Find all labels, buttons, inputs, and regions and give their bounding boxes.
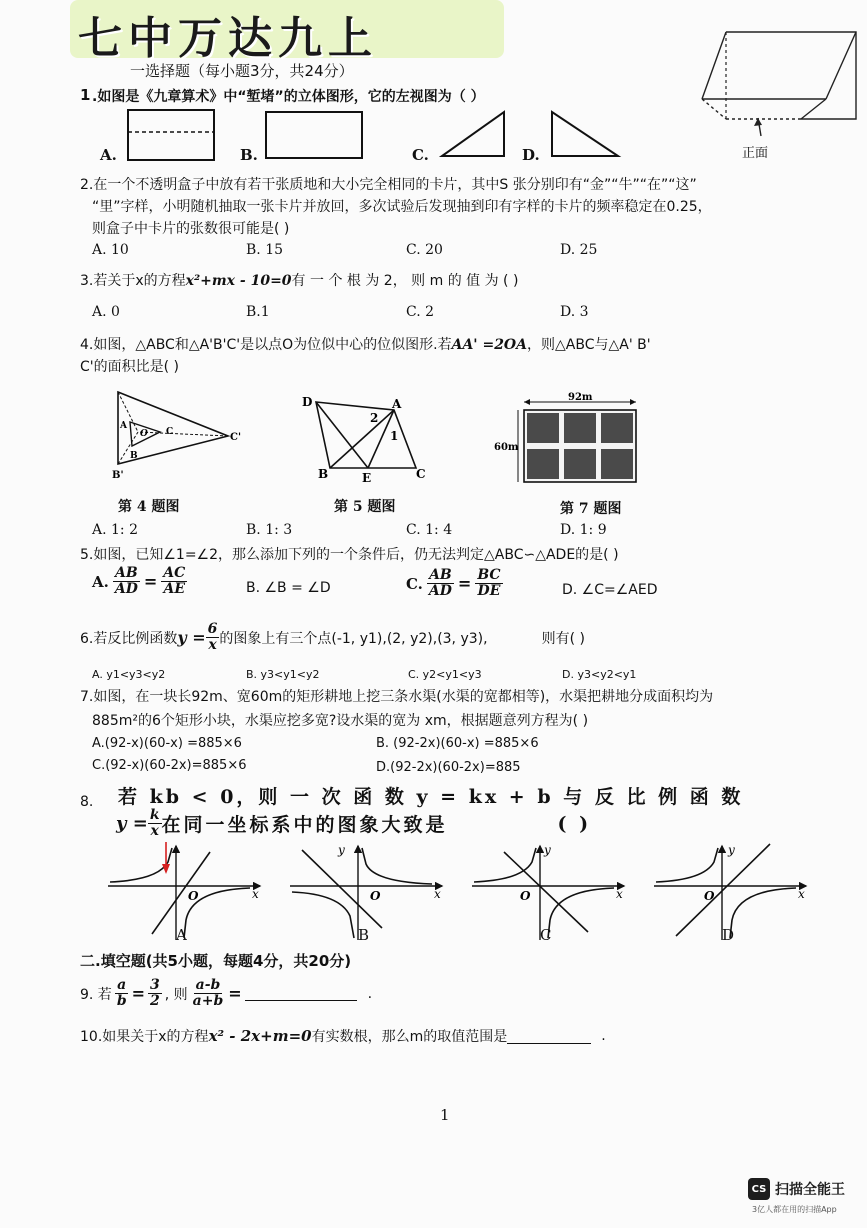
fig4-label-b: B bbox=[130, 451, 138, 461]
svg-text:x: x bbox=[798, 887, 805, 901]
q9-answer-blank[interactable] bbox=[245, 986, 357, 1001]
fig7-height-label: 60m bbox=[494, 442, 519, 453]
figure-7-caption: 第 7 题图 bbox=[560, 501, 622, 517]
svg-text:x: x bbox=[434, 887, 441, 901]
fig4-label-c: C bbox=[166, 427, 174, 437]
figure-5 bbox=[296, 388, 446, 488]
q7-option-c: C.(92-x)(60-2x)=885×6 bbox=[92, 758, 247, 773]
q3-equation: x²+mx - 10=0 bbox=[185, 273, 292, 289]
q5-option-b: B. ∠B = ∠D bbox=[246, 580, 331, 596]
fig4-label-a: A bbox=[120, 421, 127, 431]
q8-line-2: y = $\frac{k}{x}$ 在同一坐标系中的图象大致是 ( ) bbox=[116, 807, 592, 839]
q1-stem: .如图是《九章算术》中“堑堵”的立体图形，它的左视图为（ ） bbox=[92, 89, 485, 105]
q2-line-2: “里”字样，小明随机抽取一张卡片并放回，多次试验后发现抽到印有字样的卡片的频率稳定在0.25， bbox=[92, 199, 712, 215]
q1-option-a: A. bbox=[100, 146, 117, 164]
fig5-label-1: 1 bbox=[390, 429, 399, 443]
fig5-label-e: E bbox=[362, 471, 372, 485]
section-2-header: 二.填空题(共5小题，每题4分，共20分) bbox=[80, 952, 352, 970]
fig5-label-b: B bbox=[318, 467, 329, 481]
q2-option-a: A. 10 bbox=[92, 242, 129, 258]
fig7-width-label: 92m bbox=[568, 392, 593, 403]
svg-text:O: O bbox=[704, 889, 715, 903]
q2-option-b: B. 15 bbox=[246, 242, 284, 258]
q7-line-1: 7.如图，在一块长92m、宽60m的矩形耕地上挖三条水渠(水渠的宽都相等)，水渠把耕地分成面积均为 bbox=[80, 689, 714, 705]
q8-option-c: C bbox=[540, 926, 552, 944]
svg-text:x: x bbox=[252, 887, 259, 901]
q2-line-3: 则盒子中卡片的张数很可能是( ) bbox=[92, 221, 290, 237]
q5-option-c: C. $\frac{AB}{AD}$ = $\frac{BC}{DE}$ bbox=[406, 567, 501, 599]
q2-line-1: 2.在一个不透明盒子中放有若干张质地和大小完全相同的卡片，其中S 张分别印有“金”“牛”“在”“这” bbox=[80, 177, 697, 193]
scanner-watermark bbox=[748, 1178, 845, 1200]
q5-option-a: A. $\frac{AB}{AD}$ = $\frac{AC}{AE}$ bbox=[92, 565, 186, 597]
q6-option-c: C. y2<y1<y3 bbox=[408, 668, 482, 681]
fig4-label-c-prime: C' bbox=[230, 432, 242, 443]
q3-option-c: C. 2 bbox=[406, 304, 435, 320]
front-label: 正面 bbox=[742, 146, 769, 161]
fig5-label-a: A bbox=[392, 397, 402, 411]
fig5-label-d: D bbox=[302, 395, 313, 409]
svg-text:O: O bbox=[188, 889, 199, 903]
q8-option-d: D bbox=[722, 926, 735, 944]
fig4-label-b-prime: B' bbox=[112, 470, 124, 481]
q6-option-b: B. y3<y1<y2 bbox=[246, 668, 320, 681]
q4-option-c: C. 1: 4 bbox=[406, 522, 453, 538]
fig5-label-2: 2 bbox=[370, 411, 379, 425]
camscanner-logo-icon: CS bbox=[748, 1178, 770, 1200]
q1-option-d: D. bbox=[522, 146, 540, 164]
svg-text:O: O bbox=[370, 889, 381, 903]
q4-line-1: 4.如图，△ABC和△A'B'C'是以点O为位似中心的位似图形.若AA' =2OA，则△ABC与△A' B' bbox=[80, 337, 651, 353]
q10-answer-blank[interactable] bbox=[507, 1029, 591, 1044]
q8-number: 8. bbox=[80, 794, 94, 810]
q2-option-c: C. 20 bbox=[406, 242, 443, 258]
q4-option-d: D. 1: 9 bbox=[560, 522, 607, 538]
q8-graphs bbox=[100, 840, 820, 944]
q1-option-c: C. bbox=[412, 146, 429, 164]
figure-5-caption: 第 5 题图 bbox=[334, 499, 396, 515]
section-1-header: 一选择题（每小题3分，共24分） bbox=[130, 62, 354, 80]
q4-option-b: B. 1: 3 bbox=[246, 522, 293, 538]
page-title: 七中万达九上 bbox=[78, 13, 378, 64]
svg-text:y: y bbox=[728, 843, 735, 857]
q6-option-d: D. y3<y2<y1 bbox=[562, 668, 637, 681]
q3-stem: 3.若关于x的方程x²+mx - 10=0有 一 个 根 为 2， 则 m 的 值 为 ( ) bbox=[80, 273, 519, 289]
q7-option-d: D.(92-2x)(60-2x)=885 bbox=[376, 760, 521, 775]
page-number: 1 bbox=[440, 1106, 450, 1124]
q5-option-d: D. ∠C=∠AED bbox=[562, 582, 658, 598]
q3-option-b: B.1 bbox=[246, 304, 270, 320]
q9: 9. 若 $\frac{a}{b}$ = $\frac{3}{2}$ , 则 $\frac{a-b}{a+b}$ = . bbox=[80, 977, 373, 1009]
figure-7 bbox=[494, 390, 644, 490]
q6-option-a: A. y1<y3<y2 bbox=[92, 668, 166, 681]
q1-number: 1 bbox=[80, 86, 91, 104]
svg-text:x: x bbox=[616, 887, 623, 901]
q5-stem: 5.如图，已知∠1=∠2，那么添加下列的一个条件后，仍无法判定△ABC∽△ADE的是( ) bbox=[80, 547, 619, 563]
qiandu-3d-figure bbox=[696, 24, 864, 164]
svg-text:y: y bbox=[544, 843, 551, 857]
q4-equation: AA' =2OA bbox=[451, 337, 527, 353]
q1-option-figures bbox=[120, 104, 630, 164]
q4-line-2: C'的面积比是( ) bbox=[80, 359, 179, 375]
q3-option-d: D. 3 bbox=[560, 304, 589, 320]
svg-text:y: y bbox=[338, 843, 345, 857]
q10: 10.如果关于x的方程 x² - 2x+m=0 有实数根，那么m的取值范围是 . bbox=[80, 1027, 606, 1045]
q1-option-b: B. bbox=[240, 146, 258, 164]
q4-option-a: A. 1: 2 bbox=[92, 522, 138, 538]
q7-line-2: 885m²的6个矩形小块，水渠应挖多宽?设水渠的宽为 xm，根据题意列方程为( ) bbox=[92, 713, 589, 729]
q2-option-d: D. 25 bbox=[560, 242, 598, 258]
q8-option-b: B bbox=[358, 926, 370, 944]
q8-option-a: A bbox=[176, 926, 187, 944]
q3-option-a: A. 0 bbox=[92, 304, 120, 320]
scanner-tagline: 3亿人都在用的扫描App bbox=[752, 1205, 837, 1214]
q7-option-b: B. (92-2x)(60-x) =885×6 bbox=[376, 736, 539, 751]
figure-4 bbox=[100, 384, 260, 494]
figure-4-caption: 第 4 题图 bbox=[118, 499, 180, 515]
q8-line-1: 若 kb < 0，则 一 次 函 数 y = kx + b 与 反 比 例 函 数 bbox=[118, 786, 744, 808]
svg-text:O: O bbox=[520, 889, 531, 903]
fig4-label-o: O bbox=[140, 429, 148, 439]
q6-stem: 6.若反比例函数 y = $\frac{6}{x}$ 的图象上有三个点(-1, y1),(2, y2),(3, y3), 则有( ) bbox=[80, 621, 585, 653]
q7-option-a: A.(92-x)(60-x) =885×6 bbox=[92, 736, 242, 751]
q10-equation: x² - 2x+m=0 bbox=[208, 1027, 312, 1045]
scanner-brand: 扫描全能王 bbox=[775, 1182, 845, 1198]
fig5-label-c: C bbox=[416, 467, 426, 481]
